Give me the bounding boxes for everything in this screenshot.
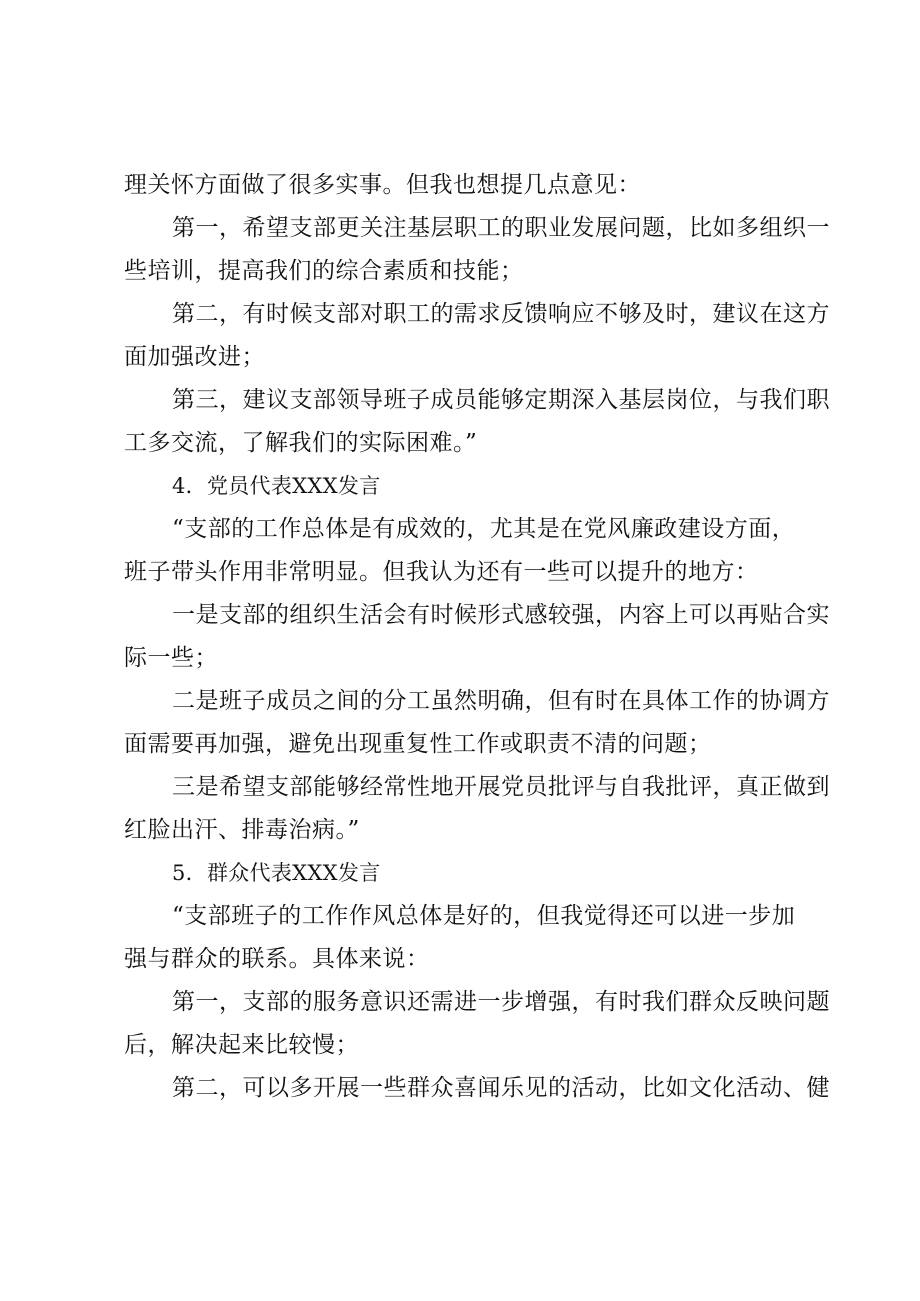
text-line: 面加强改进； bbox=[124, 344, 265, 370]
text-line: 第二，可以多开展一些群众喜闻乐见的活动，比如文化活动、健 bbox=[172, 1075, 830, 1101]
text-line: 第三，建议支部领导班子成员能够定期深入基层岗位，与我们职 bbox=[172, 387, 830, 413]
text-line: “支部班子的工作作风总体是好的，但我觉得还可以进一步加 bbox=[172, 903, 796, 929]
text-line: 理关怀方面做了很多实事。但我也想提几点意见： bbox=[124, 172, 641, 198]
text-line: 第二，有时候支部对职工的需求反馈响应不够及时，建议在这方 bbox=[172, 301, 830, 327]
text-line: 一是支部的组织生活会有时候形式感较强，内容上可以再贴合实 bbox=[172, 602, 830, 628]
text-line: 面需要再加强，避免出现重复性工作或职责不清的问题； bbox=[124, 731, 712, 757]
text-line: 三是希望支部能够经常性地开展党员批评与自我批评，真正做到 bbox=[172, 774, 830, 800]
section-heading: 4．党员代表XXX发言 bbox=[172, 474, 381, 498]
text-line: 些培训，提高我们的综合素质和技能； bbox=[124, 258, 524, 284]
text-line: 二是班子成员之间的分工虽然明确，但有时在具体工作的协调方 bbox=[172, 688, 830, 714]
text-line: 第一，希望支部更关注基层职工的职业发展问题，比如多组织一 bbox=[172, 215, 830, 241]
text-line: 红脸出汗、排毒治病。” bbox=[124, 817, 360, 843]
text-line: 第一，支部的服务意识还需进一步增强，有时我们群众反映问题 bbox=[172, 989, 830, 1015]
text-line: 后，解决起来比较慢； bbox=[124, 1032, 359, 1058]
text-line: 强与群众的联系。具体来说： bbox=[124, 946, 430, 972]
text-line: 工多交流，了解我们的实际困难。” bbox=[124, 430, 478, 456]
section-heading: 5．群众代表XXX发言 bbox=[172, 861, 381, 885]
text-line: 际一些； bbox=[124, 645, 218, 671]
text-line: “支部的工作总体是有成效的，尤其是在党风廉政建设方面， bbox=[172, 516, 796, 542]
text-line: 班子带头作用非常明显。但我认为还有一些可以提升的地方： bbox=[124, 559, 759, 585]
